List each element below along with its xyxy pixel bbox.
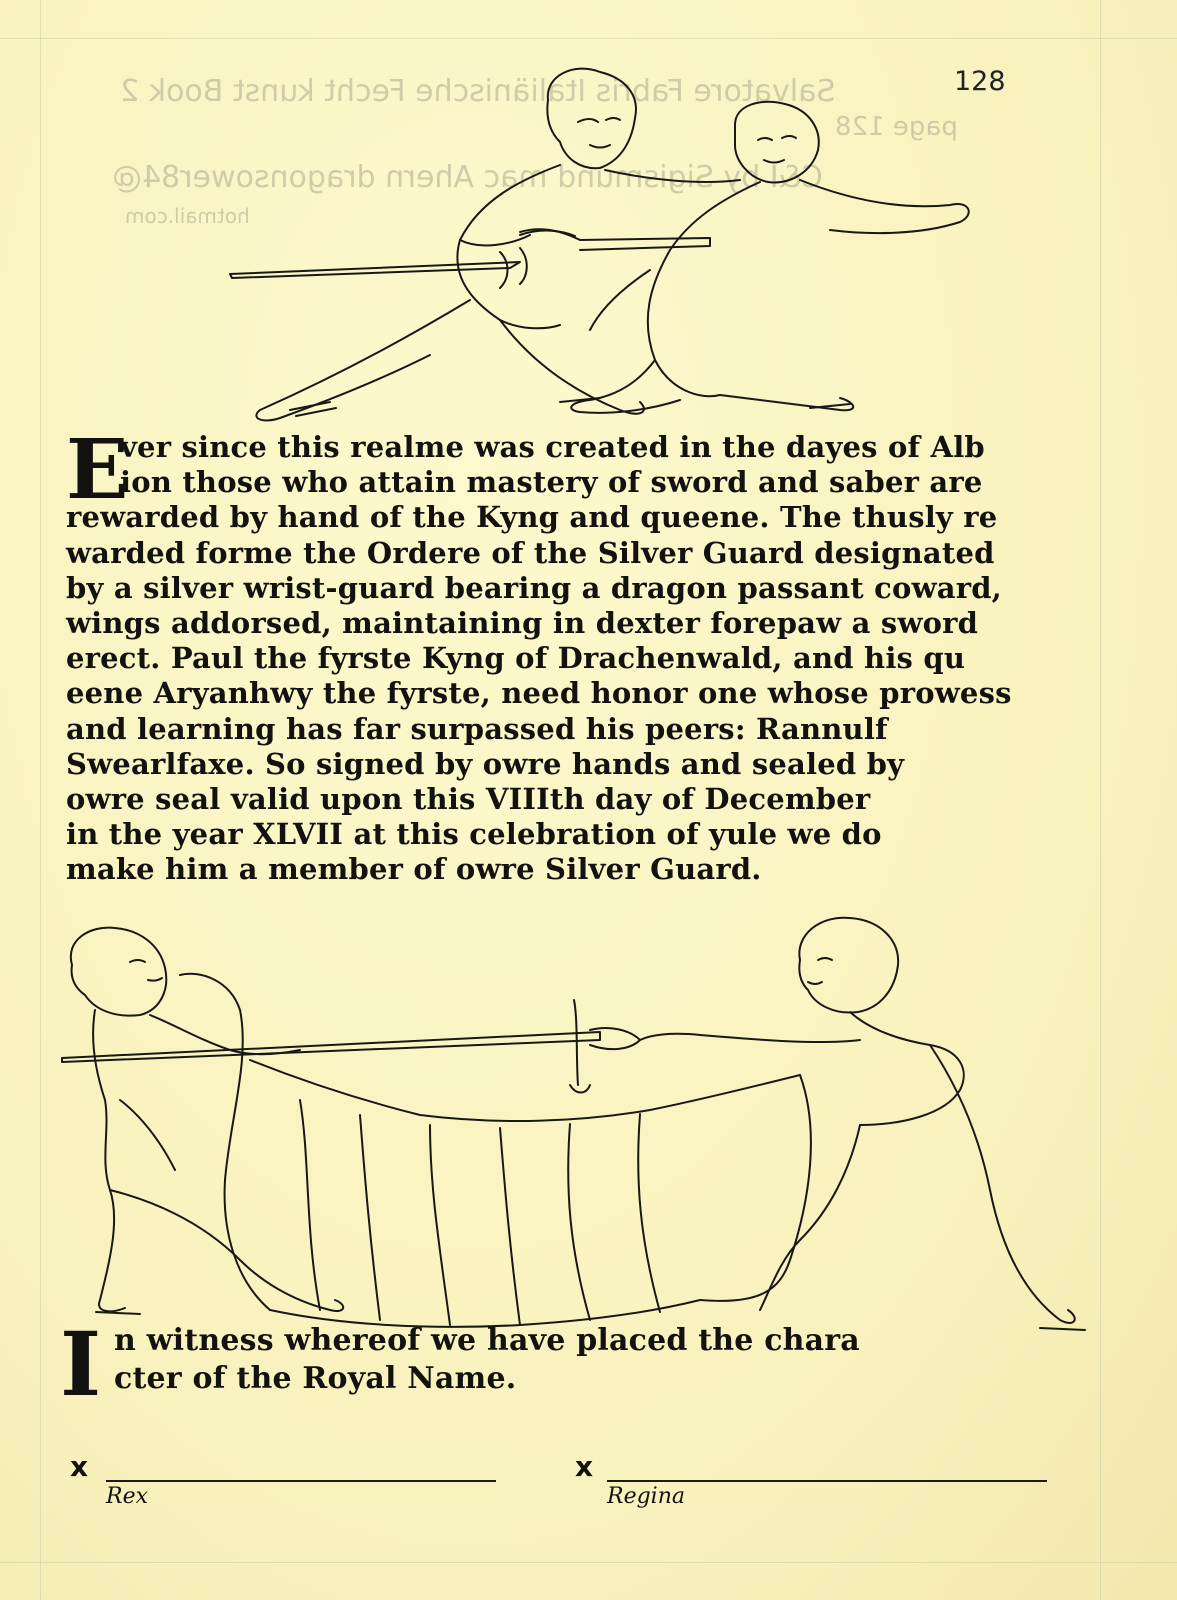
- text-line: Swearlfaxe. So signed by owre hands and sealed by: [66, 746, 905, 781]
- witness-paragraph: [60, 1312, 1060, 1416]
- signature-line-rex: [106, 1480, 496, 1482]
- back-bleed-line-3: C&I by Sigismund mac Ahern dragonsower84@: [112, 160, 823, 195]
- text-line: make him a member of owre Silver Guard.: [66, 852, 762, 887]
- signature-mark-regina: x: [575, 1450, 594, 1483]
- text-line: wings addorsed, maintaining in dexter forepaw a sword: [66, 606, 979, 641]
- text-line: owre seal valid upon this VIIIth day of December: [66, 782, 871, 817]
- bottom-fencers-illustration: [0, 900, 1177, 1340]
- back-bleed-line-4: hotmail.com: [125, 204, 250, 228]
- text-line: eene Aryanhwy the fyrste, need honor one whose prowess: [66, 676, 1012, 711]
- text-line: warded forme the Ordere of the Silver Guard designated: [66, 535, 995, 570]
- signature-mark-rex: x: [70, 1450, 89, 1483]
- text-line: erect. Paul the fyrste Kyng of Drachenwald, and his qu: [66, 641, 966, 676]
- proclamation-text: [66, 422, 1116, 888]
- proclamation-paragraph: [66, 422, 1116, 888]
- witness-clause: [60, 1312, 1060, 1416]
- text-line: in the year XLVII at this celebration of yule we do: [66, 817, 882, 852]
- back-bleed-line-1: Salvatore Fabris Italiänische Fecht kunst Book 2: [120, 74, 836, 109]
- text-line: by a silver wrist-guard bearing a dragon passant coward,: [66, 570, 1002, 605]
- text-line: rewarded by hand of the Kyng and queene. The thusly re: [66, 500, 998, 535]
- page-number: 128: [954, 66, 1006, 97]
- proclamation-drop-cap: E: [66, 422, 129, 518]
- text-line: and learning has far surpassed his peers: Rannulf: [66, 711, 888, 746]
- witness-line: n witness whereof we have placed the chara: [114, 1323, 860, 1358]
- text-line: ver since this realme was created in the dayes of Alb: [120, 430, 985, 464]
- signature-label-regina: Regina: [607, 1484, 685, 1509]
- top-fencers-illustration: [0, 0, 1177, 430]
- signature-rex[interactable]: [70, 1450, 510, 1520]
- signature-regina[interactable]: [575, 1450, 1055, 1520]
- text-line: ion those who attain mastery of sword and saber are: [120, 465, 983, 500]
- witness-drop-cap: I: [60, 1312, 102, 1416]
- guide-line-bottom: [0, 1562, 1177, 1563]
- witness-line: cter of the Royal Name.: [114, 1361, 517, 1396]
- signature-line-regina: [607, 1480, 1047, 1482]
- signature-label-rex: Rex: [106, 1484, 148, 1509]
- back-bleed-line-2: page 128: [835, 112, 958, 142]
